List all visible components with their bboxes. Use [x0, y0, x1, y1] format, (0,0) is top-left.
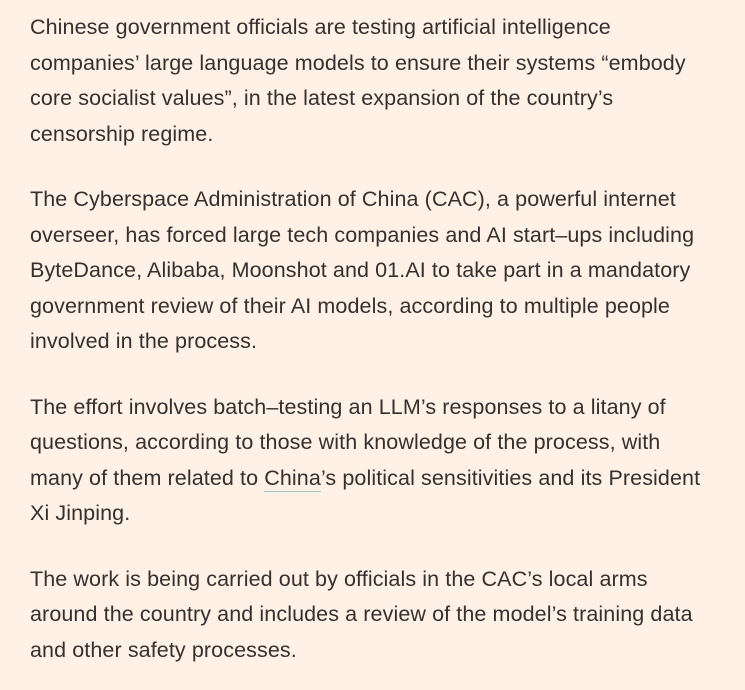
article-paragraph: [30, 182, 701, 360]
article-paragraph: [30, 390, 701, 532]
paragraph-text: The Cyberspace Administration of China (CAC), a powerful internet overseer, has forced large tech companies and AI start–ups including ByteDance, Alibaba, Moonshot and 01.AI to take part in a mandatory government review of their AI models, according to multiple people involved in the process.: [30, 187, 695, 353]
article-paragraph: [30, 10, 701, 152]
article-paragraph: [30, 562, 701, 669]
paragraph-text: Chinese government officials are testing artificial intelligence companies’ large language models to ensure their systems “embody core socialist values”, in the latest expansion of the country’s censorship regime.: [30, 15, 686, 146]
inline-link[interactable]: China: [264, 465, 321, 490]
paragraph-text: ’s political sensitivities and its President Xi Jinping.: [30, 465, 701, 525]
paragraph-text: The effort involves batch–testing an LLM’s responses to a litany of questions, according to those with knowledge of the process, with many of them related to: [30, 394, 666, 490]
paragraph-text: The work is being carried out by officials in the CAC’s local arms around the country and includes a review of the model’s training data and other safety processes.: [30, 566, 693, 662]
